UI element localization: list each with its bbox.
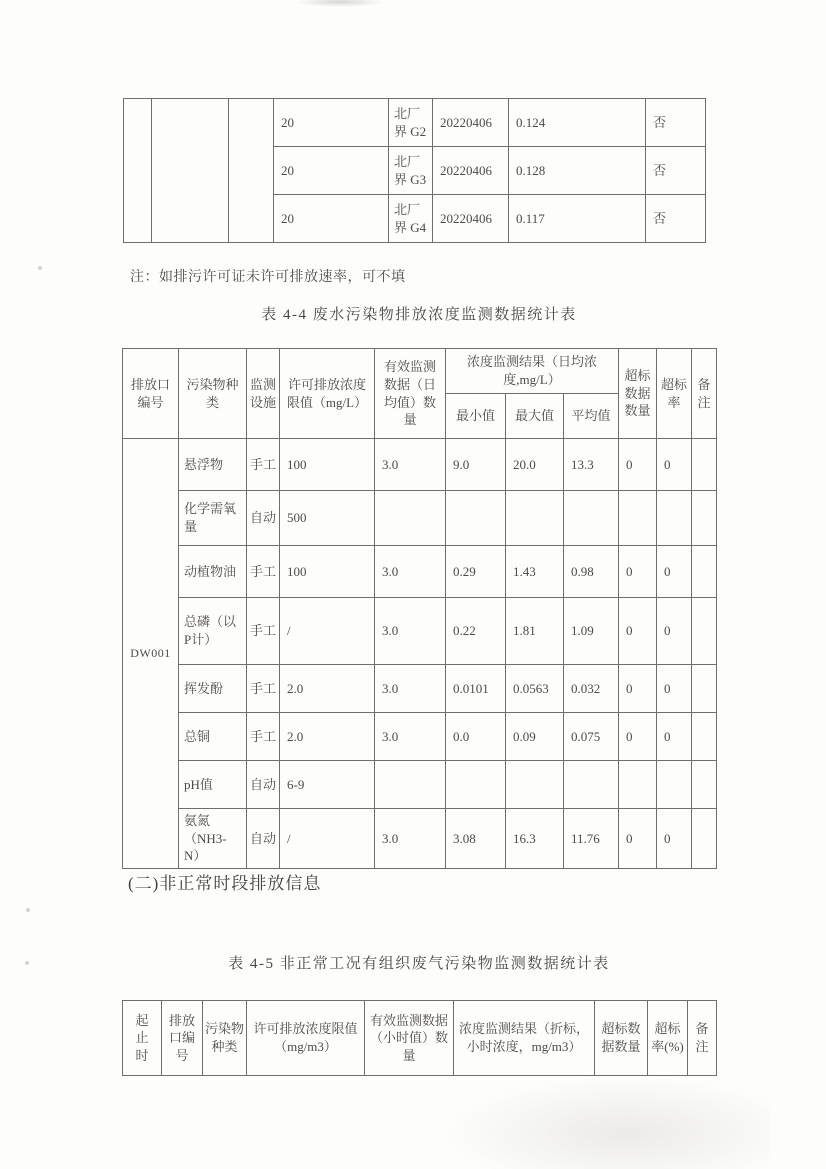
cell-avg: 0.032	[564, 665, 619, 713]
scan-dot	[26, 908, 30, 912]
cell-limit: /	[280, 809, 375, 869]
table-row	[123, 546, 717, 598]
cell-exceed-rate	[657, 491, 692, 546]
cell-date: 20220406	[433, 147, 509, 195]
cell-pollutant: 总铜	[179, 713, 247, 761]
cell-exceed-rate	[657, 761, 692, 809]
table-row	[123, 713, 717, 761]
cell-pollutant: 悬浮物	[179, 439, 247, 491]
cell-value: 0.128	[509, 147, 646, 195]
header-min: 最小值	[446, 394, 506, 439]
cell-min: 0.0	[446, 713, 506, 761]
table-4-5	[122, 1000, 717, 1076]
cell-pollutant: 挥发酚	[179, 665, 247, 713]
cell-exceed-count	[619, 491, 657, 546]
section-heading: (二)非正常时段排放信息	[128, 874, 322, 893]
cell-exceed-count: 0	[619, 439, 657, 491]
cell-pollutant: 总磷（以P计）	[179, 598, 247, 665]
cell-point: 北厂界 G3	[389, 147, 433, 195]
header-limit: 许可排放浓度限值（mg/L）	[280, 349, 375, 439]
cell-count: 3.0	[375, 598, 446, 665]
cell-empty	[152, 99, 229, 243]
cell-facility: 自动	[247, 761, 280, 809]
header-result: 浓度监测结果（折标，小时浓度，mg/m3）	[454, 1001, 595, 1076]
cell-limit: 100	[280, 546, 375, 598]
cell-remark	[692, 439, 717, 491]
cell-max: 16.3	[506, 809, 564, 869]
cell-count: 3.0	[375, 713, 446, 761]
scan-shadow	[450, 1078, 770, 1169]
header-remark: 备注	[688, 1001, 717, 1076]
cell-avg	[564, 761, 619, 809]
header-exceed-count: 超标数据数量	[619, 349, 657, 439]
cell-avg: 0.98	[564, 546, 619, 598]
table-row	[123, 665, 717, 713]
cell-remark	[692, 713, 717, 761]
table-4-4	[122, 348, 717, 869]
cell-max	[506, 491, 564, 546]
cell-count: 3.0	[375, 546, 446, 598]
cell-avg	[564, 491, 619, 546]
outlet-id-cell: DW001	[123, 439, 179, 869]
header-time: 起止时	[123, 1001, 162, 1076]
table-row	[123, 439, 717, 491]
cell-date: 20220406	[433, 99, 509, 147]
cell-min	[446, 491, 506, 546]
table-row	[123, 598, 717, 665]
header-result-group: 浓度监测结果（日均浓度,mg/L）	[446, 349, 619, 394]
cell-limit: 20	[274, 195, 389, 243]
cell-limit: /	[280, 598, 375, 665]
cell-facility: 自动	[247, 809, 280, 869]
header-exceed-rate: 超标率	[657, 349, 692, 439]
cell-limit: 500	[280, 491, 375, 546]
header-outlet: 排放口编号	[123, 349, 179, 439]
cell-exceed-count: 0	[619, 713, 657, 761]
cell-limit: 20	[274, 147, 389, 195]
cell-avg: 0.075	[564, 713, 619, 761]
cell-remark	[692, 761, 717, 809]
header-facility: 监测设施	[247, 349, 280, 439]
cell-facility: 手工	[247, 439, 280, 491]
cell-max: 0.09	[506, 713, 564, 761]
cell-limit: 2.0	[280, 665, 375, 713]
cell-exceed-rate: 0	[657, 713, 692, 761]
cell-remark	[692, 665, 717, 713]
header-pollutant: 污染物种类	[203, 1001, 247, 1076]
cell-exceed: 否	[646, 147, 706, 195]
cell-point: 北厂界 G2	[389, 99, 433, 147]
header-max: 最大值	[506, 394, 564, 439]
cell-min: 0.22	[446, 598, 506, 665]
cell-exceed: 否	[646, 195, 706, 243]
cell-count: 3.0	[375, 809, 446, 869]
cell-facility: 手工	[247, 598, 280, 665]
cell-facility: 手工	[247, 665, 280, 713]
table-row	[123, 809, 717, 869]
cell-avg: 11.76	[564, 809, 619, 869]
cell-max: 1.43	[506, 546, 564, 598]
cell-exceed-rate: 0	[657, 439, 692, 491]
header-row	[123, 349, 717, 394]
cell-remark	[692, 491, 717, 546]
cell-exceed-rate: 0	[657, 665, 692, 713]
header-valid-count: 有效监测数据（小时值）数量	[365, 1001, 454, 1076]
note-text: 注：如排污许可证未许可排放速率，可不填	[130, 270, 406, 285]
cell-count	[375, 491, 446, 546]
cell-max	[506, 761, 564, 809]
cell-empty	[124, 99, 152, 243]
header-valid-count: 有效监测数据（日均值）数量	[375, 349, 446, 439]
cell-pollutant: 氨氮（NH3-N）	[179, 809, 247, 869]
cell-exceed: 否	[646, 99, 706, 147]
table-4-4-title: 表 4-4 废水污染物排放浓度监测数据统计表	[261, 307, 577, 323]
cell-facility: 手工	[247, 546, 280, 598]
cell-exceed-rate: 0	[657, 546, 692, 598]
table-row	[123, 491, 717, 546]
cell-remark	[692, 598, 717, 665]
scan-smudge	[295, 0, 385, 7]
header-exceed-rate: 超标率(%)	[648, 1001, 688, 1076]
cell-pollutant: 化学需氧量	[179, 491, 247, 546]
header-outlet: 排放口编号	[162, 1001, 203, 1076]
cell-point: 北厂界 G4	[389, 195, 433, 243]
cell-facility: 自动	[247, 491, 280, 546]
header-avg: 平均值	[564, 394, 619, 439]
cell-count: 3.0	[375, 665, 446, 713]
cell-min: 0.0101	[446, 665, 506, 713]
cell-exceed-count: 0	[619, 809, 657, 869]
cell-exceed-count: 0	[619, 665, 657, 713]
cell-limit: 6-9	[280, 761, 375, 809]
cell-max: 0.0563	[506, 665, 564, 713]
cell-max: 20.0	[506, 439, 564, 491]
cell-empty	[229, 99, 274, 243]
cell-count	[375, 761, 446, 809]
cell-max: 1.81	[506, 598, 564, 665]
cell-date: 20220406	[433, 195, 509, 243]
cell-min: 0.29	[446, 546, 506, 598]
cell-min: 9.0	[446, 439, 506, 491]
cell-exceed-rate: 0	[657, 598, 692, 665]
cell-pollutant: 动植物油	[179, 546, 247, 598]
header-exceed-count: 超标数据数量	[595, 1001, 648, 1076]
table-row	[123, 761, 717, 809]
cell-value: 0.117	[509, 195, 646, 243]
scan-dot	[38, 266, 42, 270]
cell-pollutant: pH值	[179, 761, 247, 809]
cell-limit: 100	[280, 439, 375, 491]
top-partial-table	[123, 98, 706, 243]
cell-value: 0.124	[509, 99, 646, 147]
cell-facility: 手工	[247, 713, 280, 761]
cell-remark	[692, 809, 717, 869]
cell-avg: 13.3	[564, 439, 619, 491]
cell-limit: 2.0	[280, 713, 375, 761]
cell-remark	[692, 546, 717, 598]
header-limit: 许可排放浓度限值（mg/m3）	[247, 1001, 365, 1076]
cell-min: 3.08	[446, 809, 506, 869]
header-remark: 备注	[692, 349, 717, 439]
cell-min	[446, 761, 506, 809]
cell-count: 3.0	[375, 439, 446, 491]
cell-limit: 20	[274, 99, 389, 147]
cell-exceed-count: 0	[619, 546, 657, 598]
cell-exceed-rate: 0	[657, 809, 692, 869]
cell-exceed-count: 0	[619, 598, 657, 665]
header-pollutant: 污染物种类	[179, 349, 247, 439]
cell-exceed-count	[619, 761, 657, 809]
table-row	[124, 99, 706, 147]
cell-avg: 1.09	[564, 598, 619, 665]
scan-dot	[25, 961, 29, 965]
header-row	[123, 1001, 717, 1076]
table-4-5-title: 表 4-5 非正常工况有组织废气污染物监测数据统计表	[228, 956, 610, 972]
